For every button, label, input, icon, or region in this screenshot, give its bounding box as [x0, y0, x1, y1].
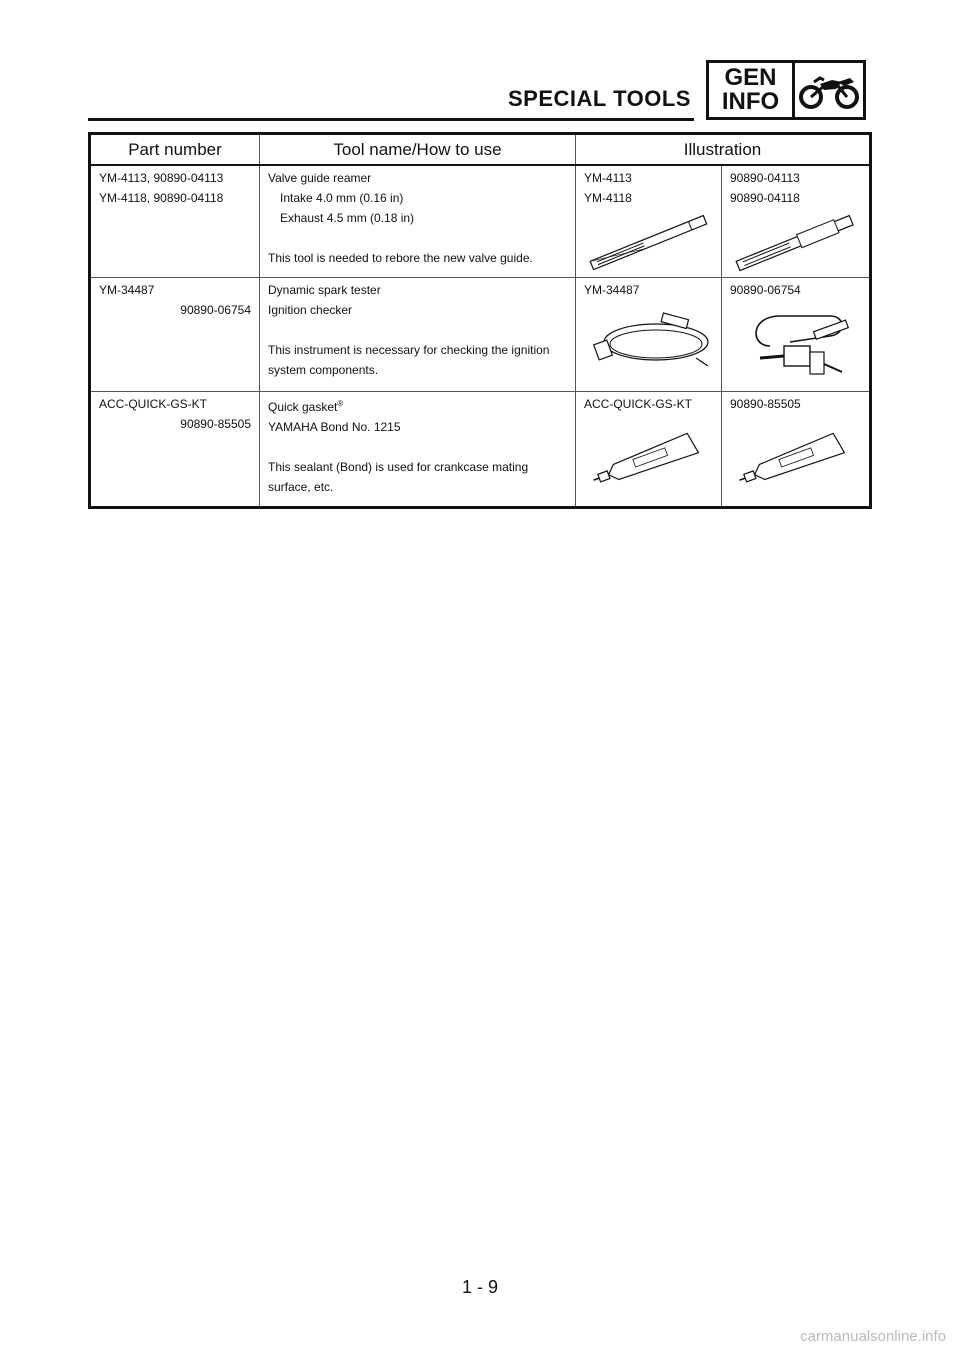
illustration-label: YM-4118: [584, 191, 632, 205]
tool-name: Valve guide reamer: [268, 171, 372, 185]
tool-description-cell: [260, 391, 576, 507]
tool-usage: This instrument is necessary for checking the ignition: [268, 342, 550, 357]
valve-guide-reamer-icon: [584, 214, 714, 274]
header-rule: [88, 118, 694, 121]
page-title: SPECIAL TOOLS: [508, 86, 691, 111]
registered-mark: ®: [337, 398, 344, 408]
tool-description-cell: [260, 277, 576, 391]
spark-tester-icon: [730, 306, 860, 386]
tool-name: [268, 394, 567, 417]
tool-usage: This sealant (Bond) is used for crankcase mating: [268, 459, 529, 474]
special-tools-table: [88, 132, 872, 509]
sealant-tube-icon: [584, 420, 714, 490]
col-header-part-number: Part number: [90, 134, 260, 166]
part-number-line: 90890-85505: [180, 416, 251, 431]
illustration-label: 90890-06754: [730, 282, 801, 297]
section-badge: [706, 60, 866, 120]
watermark: carmanualsonline.info: [800, 1328, 946, 1345]
table-header-row: [90, 134, 871, 166]
part-number-line: YM-34487: [99, 282, 155, 297]
part-number-cell: [90, 165, 260, 277]
tool-usage: This tool is needed to rebore the new valve guide.: [268, 251, 533, 265]
dirt-bike-icon: [795, 63, 863, 117]
illustration-cell: [576, 391, 722, 507]
illustration-label: ACC-QUICK-GS-KT: [584, 396, 692, 411]
tool-description-cell: [260, 165, 576, 277]
part-number-line: YM-4118, 90890-04118: [99, 191, 224, 205]
tool-name-text: Quick gasket: [268, 399, 338, 414]
illustration-cell: [576, 277, 722, 391]
part-number-line: 90890-06754: [180, 302, 251, 317]
part-number-cell: [90, 391, 260, 507]
table-row: [90, 391, 871, 507]
col-header-tool-name: Tool name/How to use: [260, 134, 576, 166]
illustration-label: 90890-04118: [730, 191, 800, 205]
table-row: [90, 165, 871, 277]
part-number-line: ACC-QUICK-GS-KT: [99, 396, 207, 411]
table-row: [90, 277, 871, 391]
illustration-label: 90890-04113: [730, 171, 800, 185]
tool-name-alt: YAMAHA Bond No. 1215: [268, 419, 401, 434]
illustration-cell: [722, 277, 871, 391]
valve-guide-reamer-icon: [730, 214, 860, 274]
tool-name-alt: Ignition checker: [268, 302, 353, 317]
spark-tester-icon: [584, 306, 714, 376]
badge-line-info: INFO: [721, 88, 780, 115]
illustration-cell: [576, 165, 722, 277]
sealant-tube-icon: [730, 420, 860, 490]
part-number-line: YM-4113, 90890-04113: [99, 171, 224, 185]
tool-usage: system components.: [268, 362, 379, 377]
badge-text: [709, 63, 795, 117]
tool-spec: Exhaust 4.5 mm (0.18 in): [280, 211, 415, 225]
col-header-illustration: Illustration: [576, 134, 871, 166]
page-number: 1 - 9: [461, 1277, 499, 1297]
illustration-cell: [722, 165, 871, 277]
tool-usage: surface, etc.: [268, 479, 334, 494]
illustration-label: YM-4113: [584, 171, 632, 185]
part-number-cell: [90, 277, 260, 391]
tool-name: Dynamic spark tester: [268, 282, 381, 297]
illustration-label: 90890-85505: [730, 396, 801, 411]
illustration-cell: [722, 391, 871, 507]
badge-line-gen: GEN: [724, 64, 777, 91]
tool-spec: Intake 4.0 mm (0.16 in): [280, 191, 404, 205]
illustration-label: YM-34487: [584, 282, 640, 297]
